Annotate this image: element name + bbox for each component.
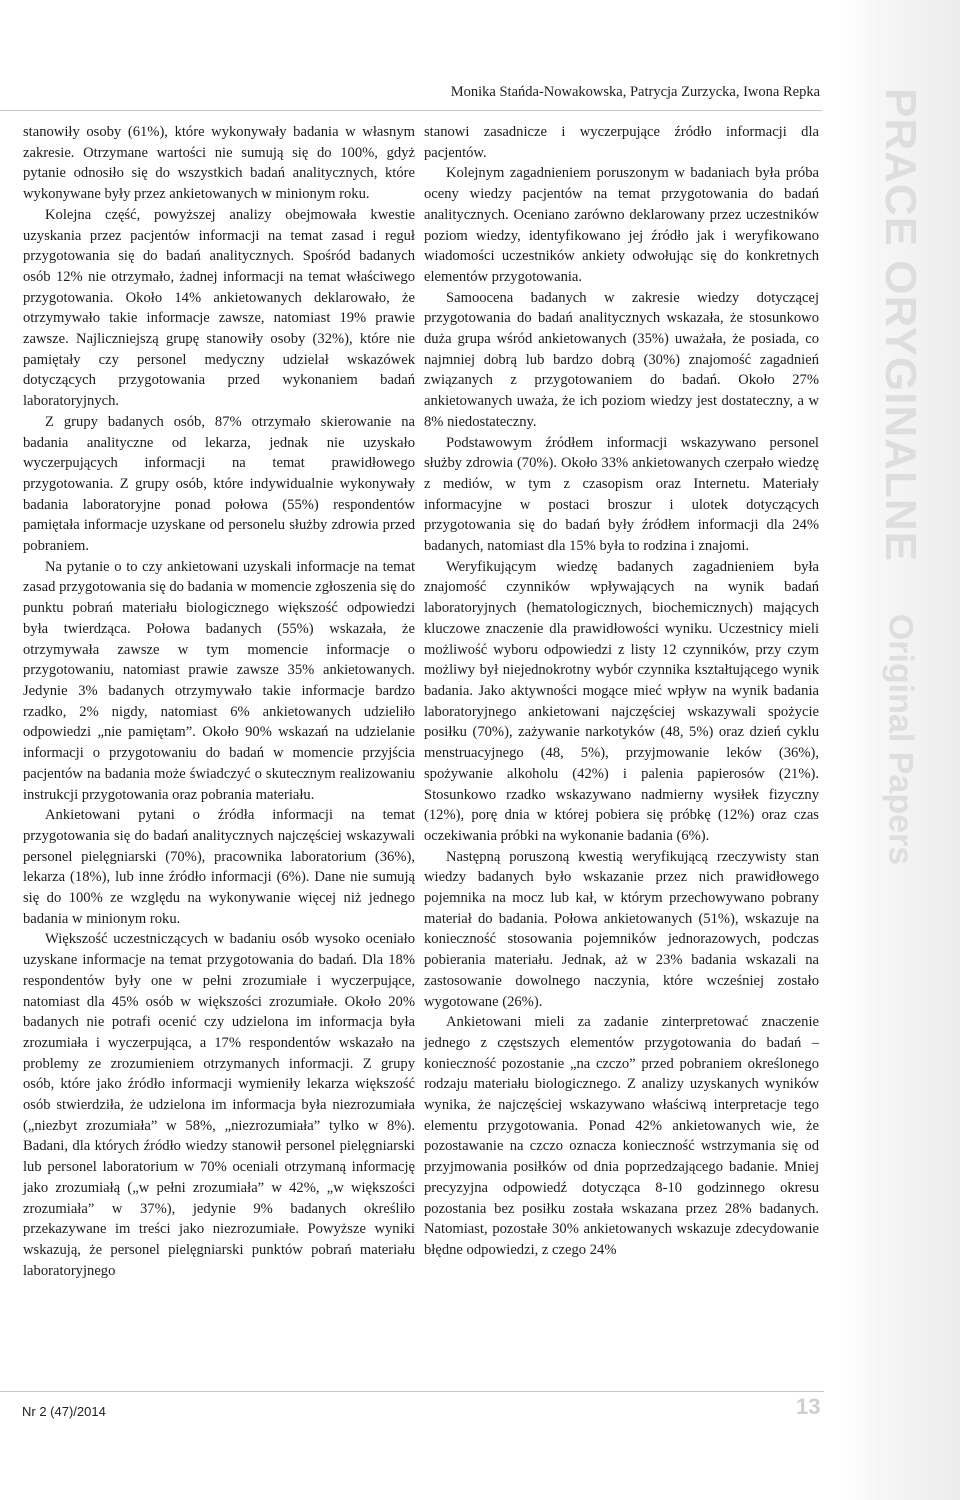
paragraph: Samoocena badanych w zakresie wiedzy dotyczącej przygotowania do badań analitycznych wskazała, że stosunkowo duża grupa wśród ankietowanych (35%) uważała, że posiada, co najmniej dobrą lub bardzo dobrą (30%) znajomość zagadnień związanych z przygotowaniem do badań. Około 27% ankietowanych uważa, że ich poziom wiedzy jest dostateczny, a w 8% niedostateczny. — [424, 289, 819, 430]
paragraph: Z grupy badanych osób, 87% otrzymało skierowanie na badania analityczne od lekarza, jednak nie uzyskało wyczerpujących informacji na temat prawidłowego przygotowania. Z grupy osób, które indywidualnie wykonywały badania laboratoryjne ponad połowa (55%) respondentów pamiętała informacje uzyskane od personelu służby zdrowia przed pobraniem. — [23, 413, 415, 555]
section-label-english: Original Papers — [881, 613, 920, 866]
paragraph: stanowi zasadnicze i wyczerpujące źródło informacji dla pacjentów. — [424, 124, 819, 161]
header-divider — [0, 110, 822, 111]
paragraph: Kolejnym zagadnieniem poruszonym w badaniach była próba oceny wiedzy pacjentów na temat przygotowania do badań analitycznych. Oceniano zarówno deklarowany przez uczestników poziom wiedzy, identyfikowano jej źródło jak i weryfikowano wiadomości uczestników ankiety odwołując się do konkretnych elementów przygotowania. — [424, 165, 819, 285]
paragraph: Następną poruszoną kwestią weryfikującą rzeczywisty stan wiedzy badanych było wskazanie przez nich prawidłowego pojemnika na mocz lub kał, w którym przechowywano pobrany materiał do badania. Połowa ankietowanych (51%), wskazuje na konieczność stosowania pojemników jednorazowych, podczas pobierania materiału. Jednak, aż w 23% badania wskazali na zastosowanie dowolnego naczynia, które wcześniej zostało wygotowane (26%). — [424, 848, 819, 1010]
page-number: 13 — [796, 1394, 821, 1419]
paragraph: Na pytanie o to czy ankietowani uzyskali informacje na temat zasad przygotowania się do badania w momencie zgłoszenia się do punktu pobrań materiału biologicznego większość odpowiedzi była twierdząca. Połowa badanych (55%) wskazała, że otrzymywała zawsze w tym momencie informacje o przygotowaniu, natomiast prawie zawsze 35% ankietowanych. Jedynie 3% badanych otrzymywało takie informacje bardzo rzadko, 2% nigdy, natomiast 6% ankietowanych udzieliło odpowiedzi „nie pamiętam”. Około 90% wskazań na udzielanie informacji o przygotowaniu do badań w momencie przyjścia pacjentów na badania może świadczyć o skutecznym realizowaniu instrukcji przygotowania oraz pobrania materiału. — [23, 558, 415, 803]
section-sidebar — [840, 0, 960, 1500]
right-text-column — [424, 122, 819, 1261]
paragraph: Ankietowani pytani o źródła informacji na temat przygotowania się do badań analitycznych najczęściej wskazywali personel pielęgniarski (70%), pracownika laboratorium (36%), lekarza (18%), lub inne źródło informacji (6%). Dane nie sumują się do 100% ze względu na wykonywanie więcej niż jednego badania w minionym roku. — [23, 807, 415, 927]
running-header-authors: Monika Stańda-Nowakowska, Patrycja Zurzycka, Iwona Repka — [450, 84, 820, 100]
left-text-column — [23, 122, 415, 1281]
paragraph: Większość uczestniczących w badaniu osób wysoko oceniało uzyskane informacje na temat przygotowania do badań. Dla 18% respondentów były one w pełni zrozumiałe i wyczerpujące, natomiast dla 45% osób w większości zrozumiałe. Około 20% badanych nie potrafi ocenić czy udzielona im informacja była zrozumiała i wyczerpująca, a 17% respondentów wskazało na problemy ze zrozumieniem otrzymanych informacji. Z grupy osób, które jako źródło informacji wymieniły lekarza większość osób stwierdziła, że udzielona im informacja była niezrozumiała („niezbyt zrozumiała” w 58%, „niezrozumiała” tylko w 8%). Badani, dla których źródło wiedzy stanowił personel pielęgniarski lub personel laboratorium w 70% oceniali otrzymaną informację jako zrozumiałą („w pełni zrozumiała” w 42%, „w większości zrozumiała” w 37%), jedynie 9% badanych określiło przekazywane im treści jako niezrozumiałe. Powyższe wyniki wskazują, że personel pielęgniarski punktów pobrań materiału laboratoryjnego — [23, 931, 415, 1279]
issue-number: Nr 2 (47)/2014 — [22, 1404, 106, 1419]
paragraph: stanowiły osoby (61%), które wykonywały badania w własnym zakresie. Otrzymane wartości nie sumują się do 100%, gdyż pytanie odnosiło się do wszystkich badań analitycznych, które wykonywane były przez ankietowanych w minionym roku. — [23, 124, 415, 203]
section-label-polish: PRACE ORYGINALNE — [876, 88, 925, 562]
footer-divider — [0, 1391, 824, 1392]
paragraph: Podstawowym źródłem informacji wskazywano personel służby zdrowia (70%). Około 33% ankietowanych czerpało wiedzę z mediów, w tym z czasopism oraz Internetu. Materiały informacyjne w postaci broszur i ulotek dotyczących przygotowania się do badań były źródłem informacji dla 24% badanych, natomiast dla 15% była to rodzina i znajomi. — [424, 434, 819, 555]
paragraph: Ankietowani mieli za zadanie zinterpretować znaczenie jednego z częstszych elementów przygotowania do badań – konieczność pozostanie „na czczo” przed pobraniem określonego rodzaju materiału biologicznego. Z analizy uzyskanych wyników wynika, że najczęściej wskazywano właściwą interpretacje tego elementu przygotowania. Ponad 42% ankietowanych wie, że pozostawanie na czczo oznacza konieczność wstrzymania się od przyjmowania posiłków od dnia poprzedzającego badanie. Mniej precyzyjna odpowiedź dotycząca 8-10 godzinnego okresu pozostania bez posiłku została wskazana przez 28% badanych. Natomiast, pozostałe 30% ankietowanych wskazuje zdecydowanie błędne odpowiedzi, z czego 24% — [424, 1014, 819, 1258]
paragraph: Weryfikującym wiedzę badanych zagadnieniem była znajomość czynników wpływających na wynik badań laboratoryjnych (hematologicznych, biochemicznych) mających kluczowe znaczenie dla prawidłowości wyniku. Uczestnicy mieli możliwość wyboru odpowiedzi z listy 12 czynników, przy czym możliwy był niejednokrotny wybór czynnika kształtującego wynik badania. Jako aktywności mogące mieć wpływ na wynik badania laboratoryjnego ankietowani najczęściej wskazywali spożycie posiłku (70%), zażywanie narkotyków (48, 5%) oraz dzień cyklu menstruacyjnego (48, 5%), przyjmowanie leków (36%), spożywanie alkoholu (42%) i palenia papierosów (21%). Stosunkowo rzadko wskazywano nadmierny wysiłek fizyczny (12%), porę dnia w której pobiera się próbkę (12%) oraz czas oczekiwania próbki na wykonanie badania (6%). — [424, 558, 819, 844]
paragraph: Kolejna część, powyższej analizy obejmowała kwestie uzyskania przez pacjentów informacji na temat zasad i reguł przygotowania się do badań analitycznych. Spośród badanych osób 12% nie otrzymało, żadnej informacji na temat właściwego przygotowania. Około 14% ankietowanych deklarowało, że otrzymywało takie informacje zawsze, natomiast 19% prawie zawsze. Najliczniejszą grupę stanowiły osoby (32%), które nie pamiętały czy personel medyczny udzielał wskazówek dotyczących przygotowania przed wykonaniem badań laboratoryjnych. — [23, 206, 415, 410]
